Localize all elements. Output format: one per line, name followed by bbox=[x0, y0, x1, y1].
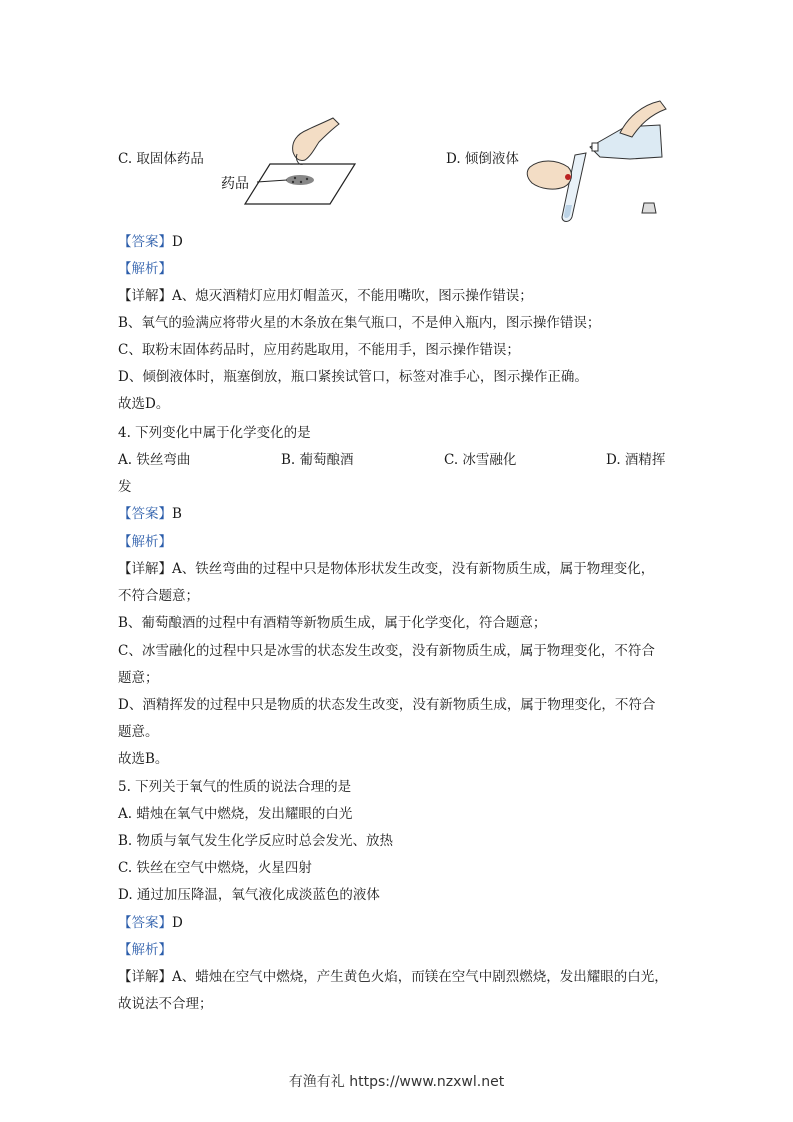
q3-answer bbox=[118, 233, 183, 251]
q4-option-d-wrap: 发 bbox=[118, 479, 132, 495]
option-c-label: C. 取固体药品 bbox=[118, 151, 204, 167]
q3-detail-d: D、倾倒液体时，瓶塞倒放，瓶口紧挨试管口，标签对准手心，图示操作正确。 bbox=[118, 369, 588, 385]
option-d-label: D. 倾倒液体 bbox=[446, 151, 519, 167]
q4-option-d: D. 酒精挥 bbox=[606, 452, 666, 468]
q4-detail-a-2: 不符合题意； bbox=[118, 588, 199, 604]
q4-option-c: C. 冰雪融化 bbox=[444, 452, 517, 468]
q4-answer bbox=[118, 505, 182, 523]
q5-analysis-tag: 【解析】 bbox=[118, 942, 172, 958]
q4-analysis-tag: 【解析】 bbox=[118, 534, 172, 550]
q5-detail-a-1 bbox=[118, 968, 668, 986]
q4-detail-b: B、葡萄酿酒的过程中有酒精等新物质生成，属于化学变化，符合题意； bbox=[118, 615, 547, 631]
q5-answer bbox=[118, 914, 183, 932]
detail-text: A、熄灭酒精灯应用灯帽盖灭，不能用嘴吹，图示操作错误； bbox=[172, 288, 533, 304]
q4-detail-c-2: 题意； bbox=[118, 670, 159, 686]
detail-text: A、铁丝弯曲的过程中只是物体形状发生改变，没有新物质生成，属于物理变化， bbox=[172, 561, 655, 577]
detail-tag: 【详解】 bbox=[118, 561, 172, 577]
answer-value: D bbox=[172, 234, 183, 250]
q3-detail-c: C、取粉末固体药品时，应用药匙取用，不能用手，图示操作错误； bbox=[118, 342, 520, 358]
detail-tag: 【详解】 bbox=[118, 969, 172, 985]
detail-tag: 【详解】 bbox=[118, 288, 172, 304]
powder-label: 药品 bbox=[221, 176, 249, 192]
q4-detail-c-1: C、冰雪融化的过程中只是冰雪的状态发生改变，没有新物质生成，属于物理变化，不符合 bbox=[118, 643, 655, 659]
q5-detail-a-2: 故说法不合理； bbox=[118, 996, 213, 1012]
pour-liquid-figure bbox=[520, 97, 670, 225]
answer-value: D bbox=[172, 915, 183, 931]
q4-option-a: A. 铁丝弯曲 bbox=[118, 452, 191, 468]
q3-conclusion: 故选D。 bbox=[118, 396, 170, 412]
q4-stem: 4. 下列变化中属于化学变化的是 bbox=[118, 425, 311, 441]
q5-stem: 5. 下列关于氧气的性质的说法合理的是 bbox=[118, 779, 352, 795]
q5-option-a: A. 蜡烛在氧气中燃烧，发出耀眼的白光 bbox=[118, 806, 353, 822]
q4-conclusion: 故选B。 bbox=[118, 751, 169, 767]
q3-analysis-tag: 【解析】 bbox=[118, 261, 172, 277]
hand-powder-illustration bbox=[215, 112, 365, 212]
take-solid-figure bbox=[215, 112, 365, 212]
q3-detail-a bbox=[118, 287, 533, 305]
detail-text: A、蜡烛在空气中燃烧，产生黄色火焰，而镁在空气中剧烈燃烧，发出耀眼的白光， bbox=[172, 969, 668, 985]
q5-option-b: B. 物质与氧气发生化学反应时总会发光、放热 bbox=[118, 833, 394, 849]
q4-detail-d-1: D、酒精挥发的过程中只是物质的状态发生改变，没有新物质生成，属于物理变化，不符合 bbox=[118, 697, 656, 713]
q4-detail-a-1 bbox=[118, 560, 654, 578]
q3-detail-b: B、氧气的验满应将带火星的木条放在集气瓶口，不是伸入瓶内，图示操作错误； bbox=[118, 315, 601, 331]
answer-tag: 【答案】 bbox=[118, 915, 172, 931]
answer-tag: 【答案】 bbox=[118, 234, 172, 250]
answer-value: B bbox=[172, 506, 182, 522]
q4-option-b: B. 葡萄酿酒 bbox=[281, 452, 354, 468]
q4-detail-d-2: 题意。 bbox=[118, 724, 159, 740]
q5-option-d: D. 通过加压降温，氧气液化成淡蓝色的液体 bbox=[118, 887, 380, 903]
q5-option-c: C. 铁丝在空气中燃烧，火星四射 bbox=[118, 860, 312, 876]
page-footer: 有渔有礼 https://www.nzxwl.net bbox=[288, 1074, 505, 1090]
pouring-illustration bbox=[520, 97, 670, 225]
answer-tag: 【答案】 bbox=[118, 506, 172, 522]
